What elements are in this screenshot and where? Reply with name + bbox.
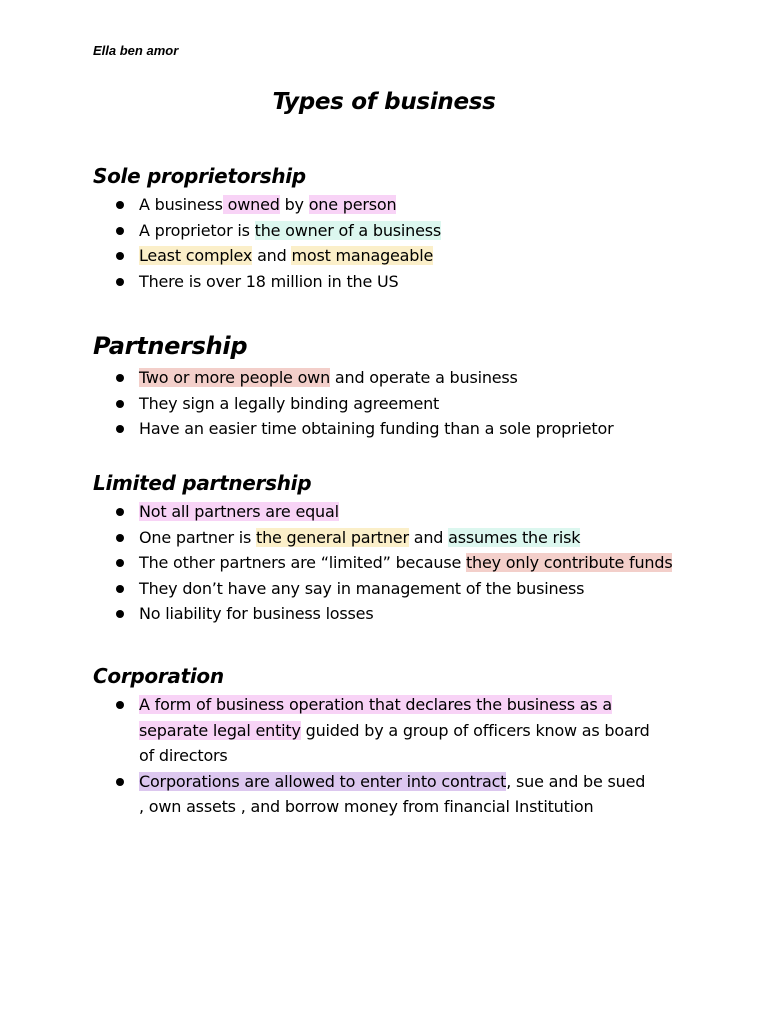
highlighted-text: the general partner [256,527,409,547]
bullet-item [93,499,733,525]
text-run: A proprietor is [139,220,255,240]
highlighted-text: A form of business operation that declares the business as a separate legal entity [139,695,612,740]
bullet-list [93,365,733,442]
text-run: They don’t have any say in management of the business [139,578,585,598]
text-run: and operate a business [330,368,518,387]
section-heading: Corporation [93,664,224,688]
text-run: One partner is [139,527,256,547]
author-name: Ella ben amor [93,43,179,58]
highlighted-text: Corporations are allowed to enter into contract [139,771,507,791]
highlighted-text: the owner of a business [254,220,442,240]
section-sole-proprietorship [93,164,733,294]
text-run: A business [139,195,223,214]
highlighted-text: assumes the risk [448,527,581,547]
bullet-list [93,192,733,294]
text-run: Have an easier time obtaining funding than a sole proprietor [139,419,614,438]
bullet-list [93,692,653,820]
section-partnership [93,332,733,442]
bullet-list [93,499,733,627]
highlighted-text: one person [308,195,397,214]
text-run: by [279,195,309,214]
text-run: and [408,527,449,547]
document-title: Types of business [272,89,496,115]
bullet-item [93,601,733,627]
bullet-item [93,365,733,391]
bullet-item [93,576,733,602]
text-run: There is over 18 million in the US [139,271,399,291]
bullet-item [93,525,733,551]
section-heading: Partnership [93,332,248,360]
text-run: The other partners are “limited” because [139,553,466,572]
section-corporation [93,664,733,820]
bullet-item [93,269,733,295]
bullet-item [93,391,733,417]
bullet-item [93,192,733,218]
highlighted-text: Not all partners are equal [139,502,339,521]
text-run: guided by a group of officers know as board of directors [139,720,650,765]
text-run: They sign a legally binding agreement [139,393,440,413]
text-run: No liability for business losses [139,604,374,623]
bullet-item [93,692,653,769]
highlighted-text: they only contribute funds [465,553,673,572]
section-limited-partnership [93,471,733,627]
section-heading: Limited partnership [93,471,312,495]
bullet-item [93,218,733,244]
highlighted-text: Two or more people own [139,368,331,387]
highlighted-text: Least complex [139,246,253,265]
section-heading: Sole proprietorship [93,164,306,188]
bullet-item [93,243,733,269]
bullet-item [93,769,653,820]
highlighted-text: owned [222,195,280,214]
text-run: and [252,246,292,265]
bullet-item [93,550,733,576]
bullet-item [93,416,733,442]
text-run: , sue and be sued , own assets , and borrow money from financial Institution [139,771,646,816]
highlighted-text: most manageable [291,246,434,265]
